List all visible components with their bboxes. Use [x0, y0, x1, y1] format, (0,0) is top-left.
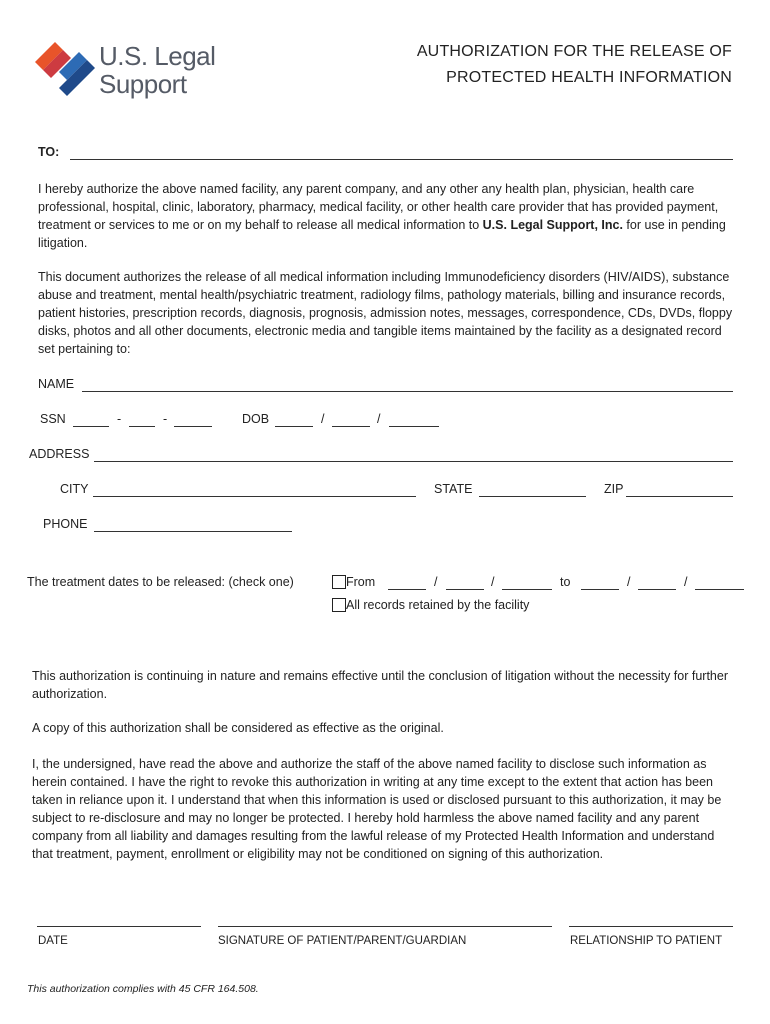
- city-label: CITY: [60, 482, 89, 496]
- from-slash-2: /: [491, 575, 495, 589]
- dob-slash-2: /: [377, 412, 381, 426]
- logo-mark-icon: [33, 34, 103, 104]
- signature-caption: SIGNATURE OF PATIENT/PARENT/GUARDIAN: [218, 935, 467, 947]
- name-label: NAME: [38, 377, 75, 391]
- title-line2: PROTECTED HEALTH INFORMATION: [446, 69, 732, 86]
- ssn-field-2[interactable]: [129, 426, 155, 427]
- from-year-field[interactable]: [502, 589, 552, 590]
- zip-label: ZIP: [604, 482, 624, 496]
- city-field[interactable]: [93, 496, 416, 497]
- ssn-dash-2: -: [163, 412, 168, 426]
- compliance-footer: This authorization complies with 45 CFR 164.508.: [27, 983, 259, 995]
- from-month-field[interactable]: [388, 589, 426, 590]
- relationship-caption: RELATIONSHIP TO PATIENT: [570, 935, 723, 947]
- para1-company: U.S. Legal Support, Inc.: [482, 218, 623, 232]
- ssn-field-1[interactable]: [73, 426, 109, 427]
- from-slash-1: /: [434, 575, 438, 589]
- authorization-paragraph: [38, 180, 738, 252]
- treatment-dates-label: The treatment dates to be released: (check one): [27, 575, 294, 589]
- ssn-dash-1: -: [117, 412, 122, 426]
- phone-label: PHONE: [43, 517, 88, 531]
- to-date-label: to: [560, 575, 571, 589]
- records-paragraph: This document authorizes the release of all medical information including Immunodeficiency disorders (HIV/AIDS), substance abuse and treatment, mental health/psychiatric treatment, radiology films, pathology materials, billing and insurance records, patient histories, prescription records, diagnosis, prognosis, admission notes, messages, correspondence, CDs, DVDs, floppy disks, photos and all other documents, electronic media and tangible items maintained by the facility as a designated record set pertaining to:: [38, 270, 733, 356]
- brand-name-line1: U.S. Legal: [99, 41, 216, 71]
- dob-slash-1: /: [321, 412, 325, 426]
- relationship-signature-line[interactable]: [569, 926, 733, 927]
- to-field[interactable]: [70, 159, 733, 160]
- consent-paragraph: I, the undersigned, have read the above and authorize the staff of the above named facility to disclose such information as herein contained. I have the right to revoke this authorization in writing at any time except to the extent that action has been taken in reliance upon it. I understand that when this information is used or disclosed pursuant to this authorization, it may be subject to re-disclosure and may no longer be protected. I hereby hold harmless the above named facility and any parent company from all liability and damages resulting from the lawful release of my Protected Health Information and understand that treatment, payment, enrollment or eligibility may not be conditioned on signing of this authorization.: [32, 757, 722, 861]
- dob-year-field[interactable]: [389, 426, 439, 427]
- patient-signature-line[interactable]: [218, 926, 552, 927]
- zip-field[interactable]: [626, 496, 733, 497]
- to-month-field[interactable]: [581, 589, 619, 590]
- dob-label: DOB: [242, 412, 270, 426]
- dob-day-field[interactable]: [332, 426, 370, 427]
- date-signature-line[interactable]: [37, 926, 201, 927]
- copy-paragraph: A copy of this authorization shall be considered as effective as the original.: [32, 721, 444, 735]
- all-records-checkbox[interactable]: [332, 598, 346, 612]
- from-label: From: [346, 575, 376, 589]
- page-title: [332, 39, 732, 91]
- state-label: STATE: [434, 482, 473, 496]
- date-caption: DATE: [38, 935, 68, 947]
- continuing-paragraph: This authorization is continuing in nature and remains effective until the conclusion of litigation without the necessity for further authorization.: [32, 669, 728, 701]
- to-slash-1: /: [627, 575, 631, 589]
- brand-name-line2: Support: [99, 69, 187, 99]
- ssn-field-3[interactable]: [174, 426, 212, 427]
- para1-pre: I hereby authorize the above named facility, any parent company, and any other any health plan, physician, health care professional, hospital, clinic, laboratory, pharmacy, medical facility, or other health care provider that has provided payment, treatment or services to me or on my behalf to release all medical information to: [38, 182, 719, 232]
- address-field[interactable]: [94, 461, 733, 462]
- to-year-field[interactable]: [695, 589, 744, 590]
- all-records-label: All records retained by the facility: [346, 598, 530, 612]
- from-checkbox[interactable]: [332, 575, 346, 589]
- phone-field[interactable]: [94, 531, 292, 532]
- to-label: TO:: [38, 145, 60, 159]
- to-day-field[interactable]: [638, 589, 676, 590]
- title-line1: AUTHORIZATION FOR THE RELEASE OF: [416, 43, 732, 60]
- state-field[interactable]: [479, 496, 586, 497]
- para1-post: for use in pending litigation.: [38, 218, 726, 250]
- to-slash-2: /: [684, 575, 688, 589]
- ssn-label: SSN: [40, 412, 66, 426]
- name-field[interactable]: [82, 391, 733, 392]
- brand-name: [99, 42, 215, 98]
- address-label: ADDRESS: [29, 447, 90, 461]
- from-day-field[interactable]: [446, 589, 484, 590]
- dob-month-field[interactable]: [275, 426, 313, 427]
